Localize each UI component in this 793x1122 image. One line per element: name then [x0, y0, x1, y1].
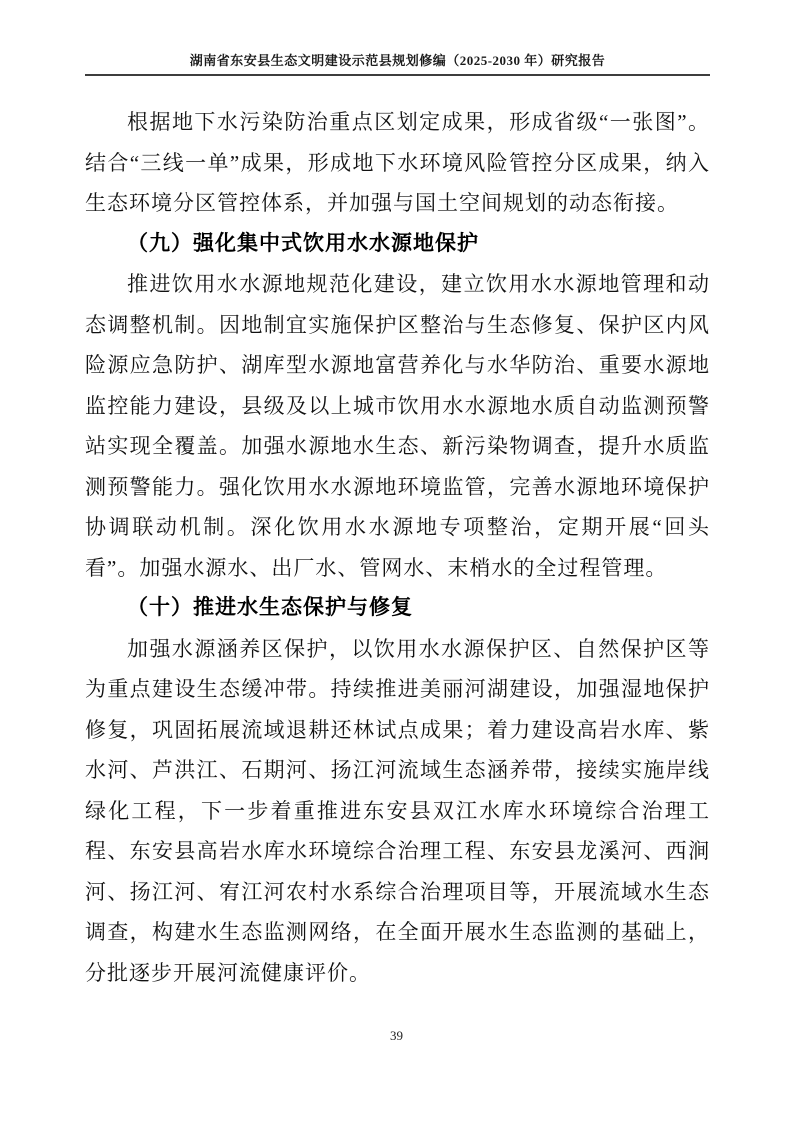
paragraph-drinking-water: 推进饮用水水源地规范化建设，建立饮用水水源地管理和动态调整机制。因地制宜实施保护区整治与生态修复、保护区内风险源应急防护、湖库型水源地富营养化与水华防治、重要水源地监控能力建设，县级及以上城市饮用水水源地水质自动监测预警站实现全覆盖。加强水源地水生态、新污染物调查，提升水质监测预警能力。强化饮用水水源地环境监管，完善水源地环境保护协调联动机制。深化饮用水水源地专项整治，定期开展“回头看”。加强水源水、出厂水、管网水、末梢水的全过程管理。 — [85, 272, 710, 580]
paragraph-groundwater: 根据地下水污染防治重点区划定成果，形成省级“一张图”。结合“三线一单”成果，形成地下水环境风险管控分区成果，纳入生态环境分区管控体系，并加强与国土空间规划的动态衔接。 — [85, 110, 710, 215]
page-footer — [0, 1028, 793, 1044]
header-divider — [85, 74, 710, 76]
heading-section-9: （九）强化集中式饮用水水源地保护 — [127, 231, 479, 255]
paragraph-water-ecology: 加强水源涵养区保护，以饮用水水源保护区、自然保护区等为重点建设生态缓冲带。持续推进美丽河湖建设，加强湿地保护修复，巩固拓展流域退耕还林试点成果；着力建设高岩水库、紫水河、芦洪江、石期河、扬江河流域生态涵养带，接续实施岸线绿化工程，下一步着重推进东安县双江水库水环境综合治理工程、东安县高岩水库水环境综合治理工程、东安县龙溪河、西涧河、扬江河、宥江河农村水系综合治理项目等，开展流域水生态调查，构建水生态监测网络，在全面开展水生态监测的基础上，分批逐步开展河流健康评价。 — [85, 636, 710, 985]
header-title: 湖南省东安县生态文明建设示范县规划修编（2025-2030 年）研究报告 — [189, 53, 606, 68]
heading-section-10: （十）推进水生态保护与修复 — [127, 596, 413, 619]
page-number: 39 — [390, 1028, 403, 1043]
document-body — [85, 102, 710, 993]
page-header — [85, 0, 710, 76]
